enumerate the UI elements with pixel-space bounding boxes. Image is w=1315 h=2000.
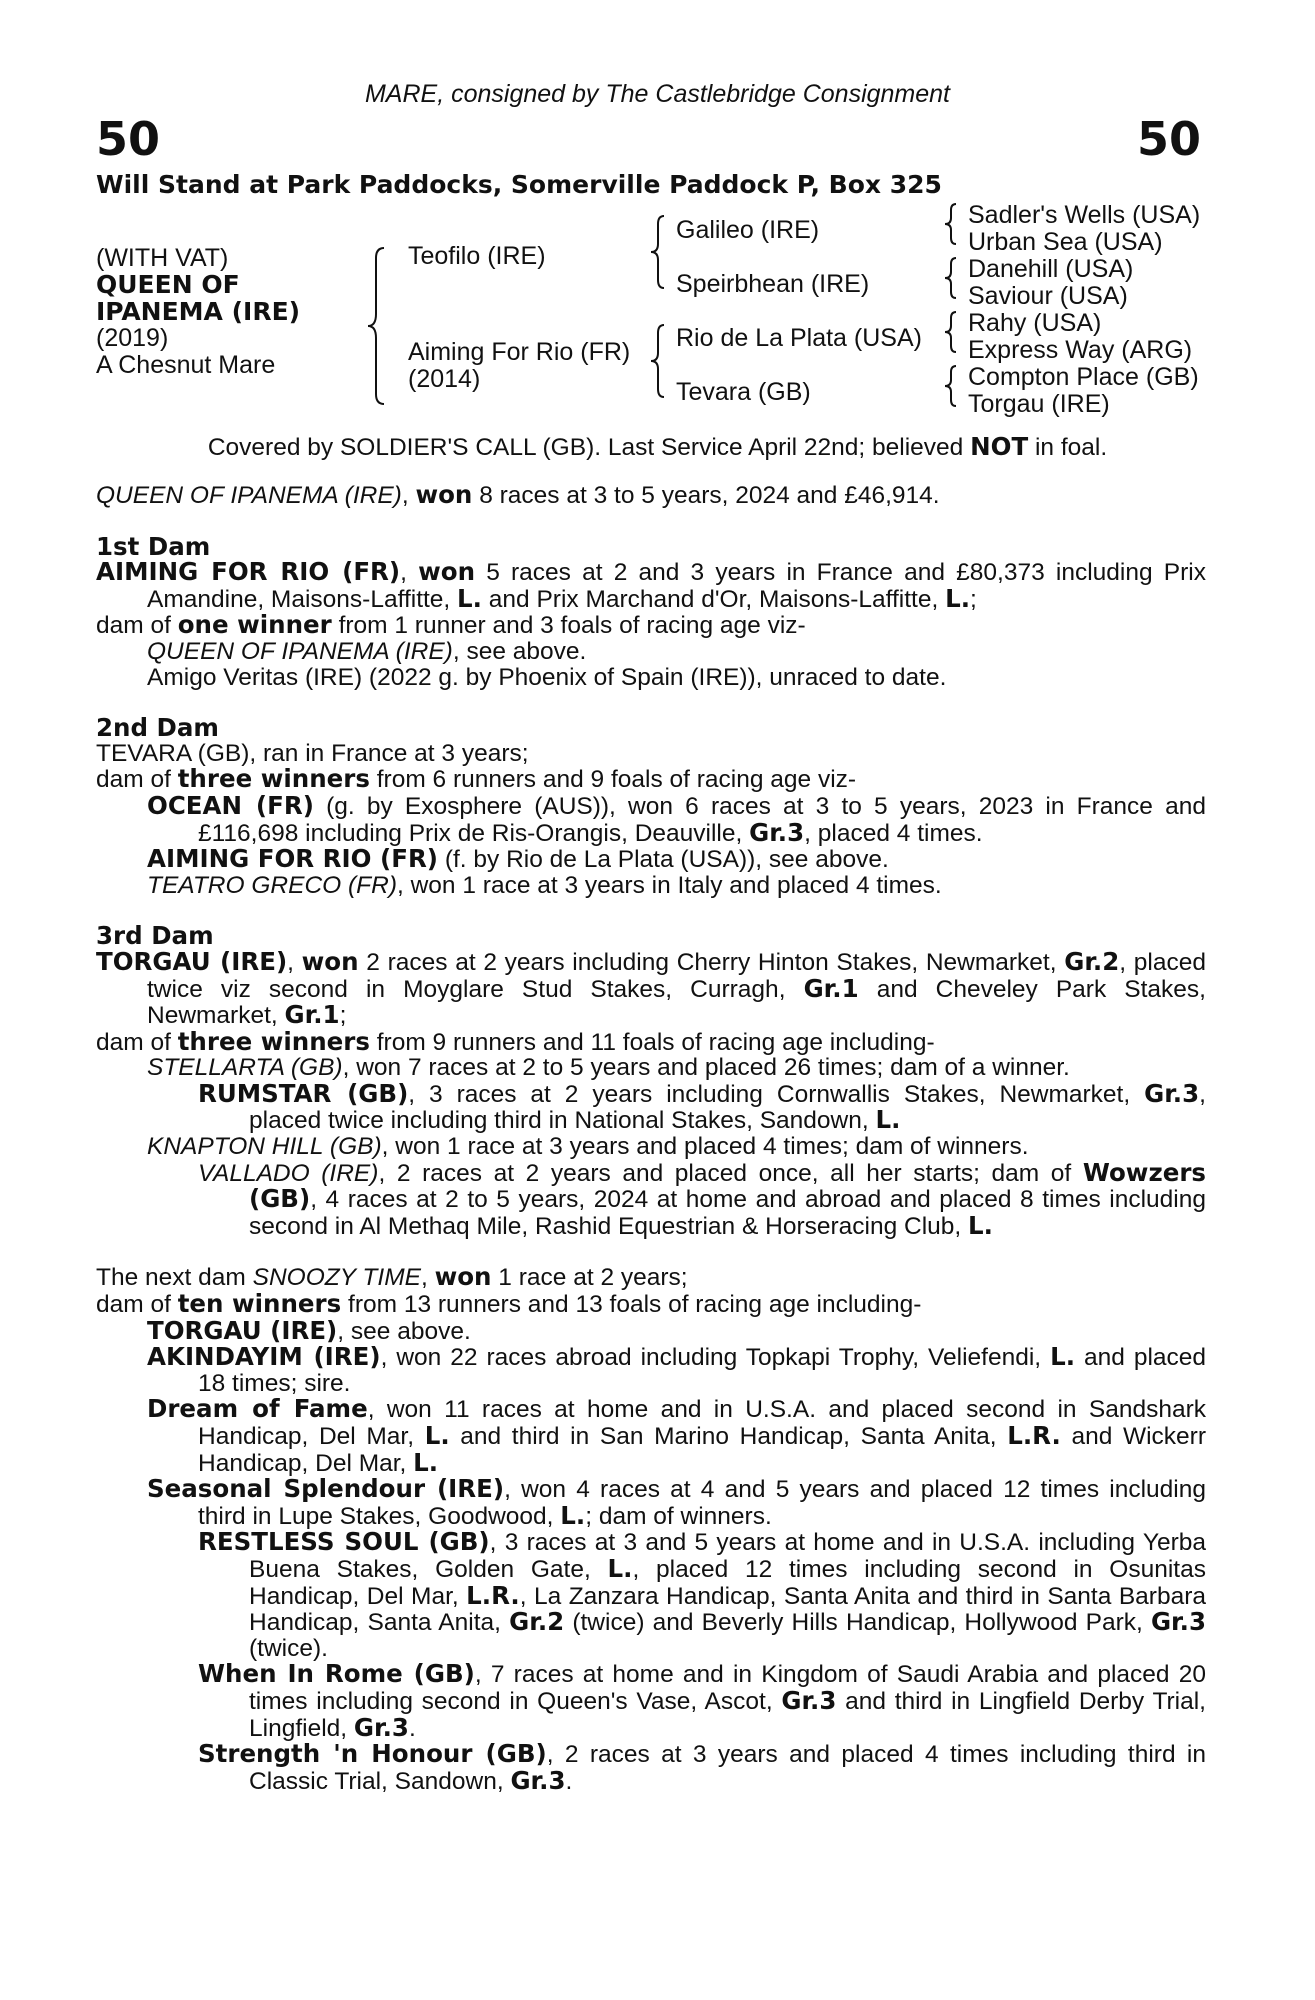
- second-dam-produce-1: OCEAN (FR) (g. by Exosphere (AUS)), won 6 races at 3 to 5 years, 2023 in France and £116,698 including Prix de Ris-Orangis, Deauville, Gr.3, placed 4 times.: [147, 790, 1206, 847]
- pedigree-sire-sire: Galileo (IRE): [676, 216, 820, 244]
- pedigree-dam-dam: Tevara (GB): [676, 378, 811, 406]
- pedigree-brace-dam: [648, 323, 668, 399]
- pedigree-dam-year: (2014): [408, 365, 481, 393]
- pedigree-dam: Aiming For Rio (FR): [408, 338, 631, 366]
- pedigree-g8: Torgau (IRE): [968, 390, 1110, 418]
- intro-line: QUEEN OF IPANEMA (IRE), won 8 races at 3 to 5 years, 2024 and £46,914.: [96, 480, 940, 509]
- next-dam-grandproduce-1: RESTLESS SOUL (GB), 3 races at 3 and 5 years at home and in U.S.A. including Yerba Buena Stakes, Golden Gate, L., placed 12 times including second in Osunitas Handicap, Del Mar, L.R., La Zanzara Handicap, Santa Anita and third in Santa Barbara Handicap, Santa Anita, Gr.2 (twice) and Beverly Hills Handicap, Hollywood Park, Gr.3 (twice).: [198, 1527, 1207, 1662]
- second-dam-produce-2: AIMING FOR RIO (FR) (f. by Rio de La Plata (USA)), see above.: [147, 844, 889, 874]
- next-dam-produce-1: TORGAU (IRE), see above.: [147, 1315, 471, 1345]
- pedigree-dam-sire: Rio de La Plata (USA): [676, 324, 922, 352]
- pedigree-g4: Saviour (USA): [968, 282, 1128, 310]
- next-dam-grandproduce-2: When In Rome (GB), 7 races at home and in Kingdom of Saudi Arabia and placed 20 times including second in Queen's Vase, Ascot, Gr.3 and third in Lingfield Derby Trial, Lingfield, Gr.3.: [198, 1659, 1206, 1742]
- first-dam-heading: 1st Dam: [96, 531, 211, 561]
- pedigree-brace-main: [364, 246, 388, 406]
- lot-number-right: 50: [1136, 112, 1201, 166]
- pedigree-sire-dam: Speirbhean (IRE): [676, 270, 870, 298]
- third-dam-produce-summary: dam of three winners from 9 runners and 11 foals of racing age including-: [96, 1026, 935, 1056]
- second-dam-heading: 2nd Dam: [96, 713, 219, 743]
- next-dam-produce-4: Seasonal Splendour (IRE), won 4 races at 4 and 5 years and placed 12 times including third in Lupe Stakes, Goodwood, L.; dam of winners.: [147, 1474, 1206, 1530]
- next-dam-produce-2: AKINDAYIM (IRE), won 22 races abroad including Topkapi Trophy, Veliefendi, L. and placed 18 times; sire.: [147, 1342, 1207, 1397]
- pedigree-g1: Sadler's Wells (USA): [968, 201, 1201, 229]
- second-dam-produce-summary: dam of three winners from 6 runners and 9 foals of racing age viz-: [96, 764, 857, 794]
- next-dam-grandproduce-3: Strength 'n Honour (GB), 2 races at 3 years and placed 4 times including third in Classic Trial, Sandown, Gr.3.: [198, 1739, 1206, 1795]
- next-dam-record: The next dam SNOOZY TIME, won 1 race at 2 years;: [96, 1262, 688, 1292]
- covered-line: Covered by SOLDIER'S CALL (GB). Last Service April 22nd; believed NOT in foal.: [207, 432, 1108, 461]
- vat-note: (WITH VAT): [96, 244, 229, 272]
- pedigree-g3: Danehill (USA): [968, 255, 1134, 283]
- pedigree-sire: Teofilo (IRE): [408, 242, 546, 270]
- first-dam-record: AIMING FOR RIO (FR), won 5 races at 2 and 3 years in France and £80,373 including Prix Amandine, Maisons-Laffitte, L. and Prix Marchand d'Or, Maisons-Laffitte, L.;: [96, 557, 1206, 613]
- third-dam-record: TORGAU (IRE), won 2 races at 2 years including Cherry Hinton Stakes, Newmarket, Gr.2, placed twice viz second in Moyglare Stud Stakes, Curragh, Gr.1 and Cheveley Park Stakes, Newmarket, Gr.1;: [96, 946, 1206, 1030]
- horse-name-line1: QUEEN OF: [96, 270, 240, 299]
- horse-year: (2019): [96, 324, 169, 352]
- pedigree-brace-sire: [648, 214, 668, 290]
- first-dam-produce-summary: dam of one winner from 1 runner and 3 foals of racing age viz-: [96, 610, 806, 640]
- next-dam-produce-summary: dam of ten winners from 13 runners and 13 foals of racing age including-: [96, 1289, 922, 1319]
- third-dam-grandproduce-1: RUMSTAR (GB), 3 races at 2 years including Cornwallis Stakes, Newmarket, Gr.3, placed twice including third in National Stakes, Sandown, L.: [198, 1078, 1206, 1135]
- stand-location: Will Stand at Park Paddocks, Somerville Paddock P, Box 325: [96, 170, 942, 199]
- third-dam-produce-2: KNAPTON HILL (GB), won 1 race at 3 years and placed 4 times; dam of winners.: [147, 1133, 1029, 1161]
- pedigree-brace-g1: [942, 202, 960, 246]
- pedigree-g2: Urban Sea (USA): [968, 228, 1163, 256]
- horse-name-line2: IPANEMA (IRE): [96, 297, 301, 326]
- second-dam-record: TEVARA (GB), ran in France at 3 years;: [96, 739, 529, 767]
- third-dam-heading: 3rd Dam: [96, 921, 214, 951]
- pedigree-g7: Compton Place (GB): [968, 363, 1199, 391]
- first-dam-produce-1: QUEEN OF IPANEMA (IRE), see above.: [147, 637, 587, 665]
- pedigree-g5: Rahy (USA): [968, 309, 1102, 337]
- second-dam-produce-3: TEATRO GRECO (FR), won 1 race at 3 years in Italy and placed 4 times.: [147, 871, 942, 899]
- third-dam-grandproduce-2: VALLADO (IRE), 2 races at 2 years and placed once, all her starts; dam of Wowzers (GB), 4 races at 2 to 5 years, 2024 at home and abroad and placed 8 times including second in Al Methaq Mile, Rashid Equestrian & Horseracing Club, L.: [198, 1157, 1206, 1240]
- third-dam-produce-1: STELLARTA (GB), won 7 races at 2 to 5 years and placed 26 times; dam of a winner.: [147, 1054, 1070, 1082]
- next-dam-produce-3: Dream of Fame, won 11 races at home and in U.S.A. and placed second in Sandshark Handicap, Del Mar, L. and third in San Marino Handicap, Santa Anita, L.R. and Wickerr Handicap, Del Mar, L.: [147, 1394, 1206, 1477]
- pedigree-g6: Express Way (ARG): [968, 336, 1193, 364]
- horse-description: A Chesnut Mare: [96, 351, 276, 379]
- pedigree-brace-g4: [942, 364, 960, 408]
- lot-number-left: 50: [96, 112, 161, 166]
- race-record: [96, 482, 1206, 1794]
- pedigree-brace-g3: [942, 310, 960, 354]
- consignor-line: MARE, consigned by The Castlebridge Consignment: [364, 80, 951, 108]
- pedigree-brace-g2: [942, 256, 960, 300]
- first-dam-produce-2: Amigo Veritas (IRE) (2022 g. by Phoenix of Spain (IRE)), unraced to date.: [147, 663, 947, 691]
